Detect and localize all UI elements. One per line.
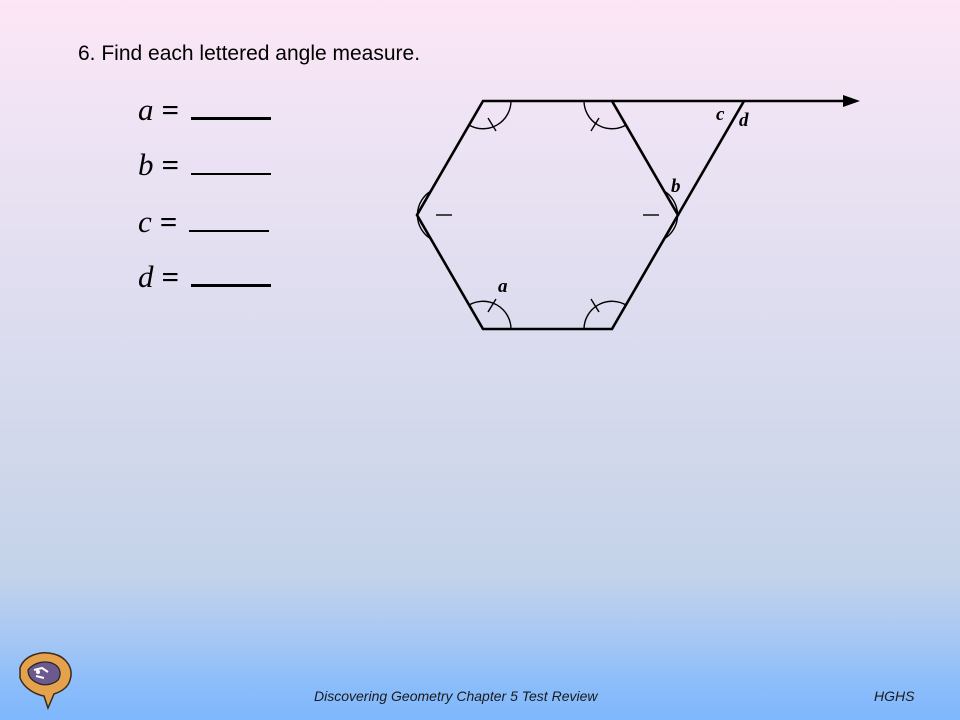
angle-arc-right bbox=[664, 191, 678, 239]
angle-arc-left bbox=[417, 191, 431, 239]
angle-label-a: a bbox=[498, 276, 508, 297]
footer-course-title: Discovering Geometry Chapter 5 Test Review bbox=[314, 688, 598, 704]
slide-title: 6. Find each lettered angle measure. bbox=[78, 42, 421, 65]
answer-row-d bbox=[138, 259, 271, 295]
answer-equals: = bbox=[161, 259, 180, 294]
answer-equals: = bbox=[161, 92, 180, 127]
tick-mark bbox=[488, 118, 496, 131]
lion-head-logo-icon bbox=[14, 648, 76, 712]
angle-arcs bbox=[417, 101, 677, 329]
hexagon-outline bbox=[417, 101, 678, 329]
answer-var: a bbox=[138, 92, 154, 127]
answer-blank-line bbox=[191, 173, 271, 175]
answer-equals: = bbox=[159, 204, 178, 239]
answer-row-c bbox=[138, 204, 269, 240]
transversal-line bbox=[678, 101, 744, 215]
answer-row-a bbox=[138, 92, 271, 128]
answer-var: b bbox=[138, 147, 154, 182]
angle-label-b: b bbox=[671, 176, 681, 197]
answer-blank-line bbox=[191, 284, 271, 287]
angle-label-d: d bbox=[739, 110, 749, 131]
angle-label-c: c bbox=[716, 104, 725, 125]
answer-var: d bbox=[138, 259, 154, 294]
answer-row-b bbox=[138, 147, 271, 183]
answer-blank-line bbox=[191, 117, 271, 120]
answer-equals: = bbox=[161, 147, 180, 182]
answer-blank-line bbox=[189, 230, 269, 232]
tick-mark bbox=[488, 299, 496, 312]
hexagon-diagram bbox=[380, 80, 880, 350]
footer-school-name: HGHS bbox=[874, 688, 915, 704]
answer-var: c bbox=[138, 204, 152, 239]
ray-arrowhead-icon bbox=[843, 95, 860, 107]
